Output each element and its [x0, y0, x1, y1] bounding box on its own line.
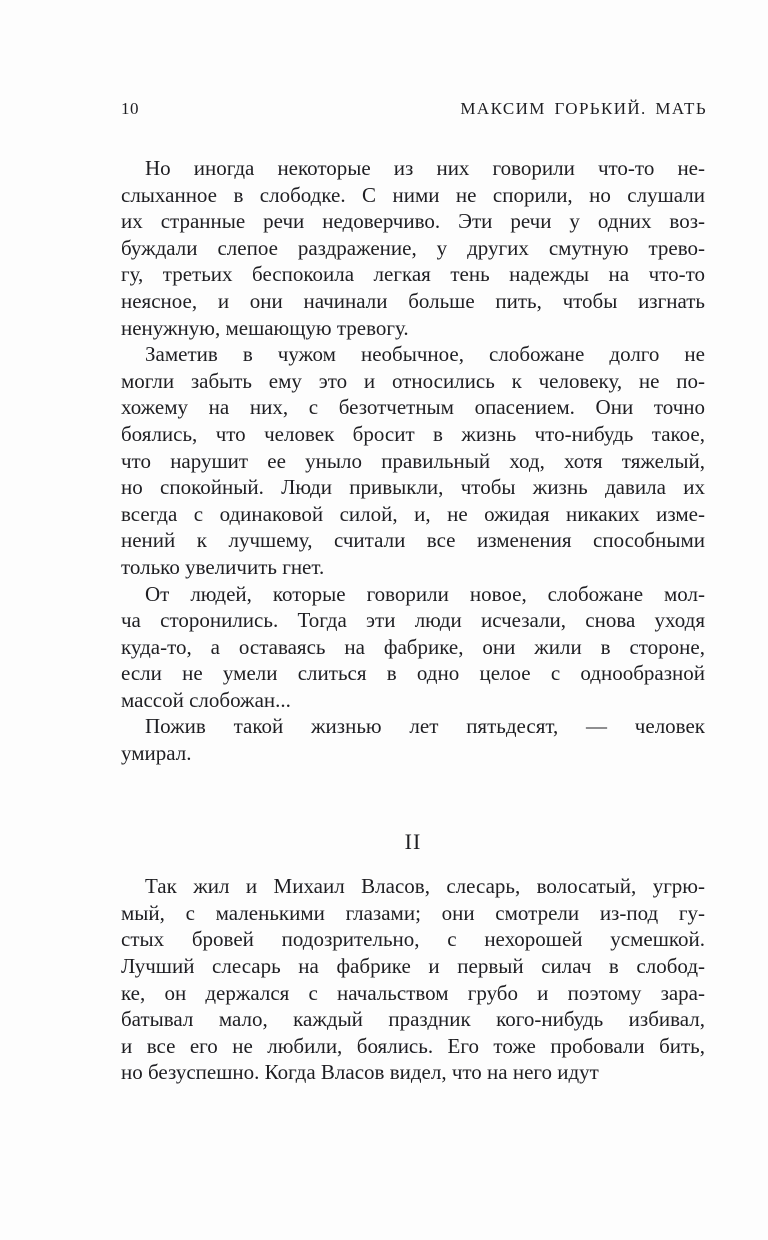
- paragraph: [121, 581, 705, 714]
- paragraph: [121, 713, 705, 766]
- paragraph-line: ке, он держался с начальством грубо и поэтому зара-: [121, 980, 705, 1005]
- paragraph-line: ненужную, мешающую тревогу.: [121, 315, 409, 340]
- paragraph-line: гу, третьих беспокоила легкая тень надежды на что-то: [121, 262, 705, 287]
- body-text: [121, 155, 705, 1086]
- paragraph-line: Лучший слесарь на фабрике и первый силач в слобод-: [121, 954, 705, 979]
- paragraph-line: но безуспешно. Когда Власов видел, что на него идут: [121, 1060, 599, 1085]
- paragraph-line: только увеличить гнет.: [121, 554, 325, 579]
- paragraph-line: мый, с маленькими глазами; они смотрели из-под гу-: [121, 900, 705, 925]
- section-heading: II: [404, 828, 422, 854]
- paragraph-line: умирал.: [121, 741, 192, 766]
- paragraph-line: От людей, которые говорили новое, слобожане мол-: [145, 581, 705, 606]
- paragraph-line: буждали слепое раздражение, у других смутную трево-: [121, 235, 705, 260]
- paragraph-line: если не умели слиться в одно целое с однообразной: [121, 661, 705, 686]
- paragraph-line: но спокойный. Люди привыкли, чтобы жизнь давила их: [121, 475, 705, 500]
- paragraph-line: боялись, что человек бросит в жизнь что-нибудь такое,: [121, 421, 705, 446]
- paragraph-line: нений к лучшему, считали все изменения способными: [121, 528, 705, 553]
- paragraph-line: стых бровей подозрительно, с нехорошей усмешкой.: [121, 927, 705, 952]
- paragraph-line: могли забыть ему это и относились к человеку, не по-: [121, 368, 705, 393]
- paragraph: [121, 341, 705, 580]
- paragraph: [121, 873, 705, 1086]
- running-head: [121, 99, 707, 119]
- paragraph-line: и все его не любили, боялись. Его тоже пробовали бить,: [121, 1033, 705, 1058]
- paragraph-line: Но иногда некоторые из них говорили что-то не-: [145, 156, 705, 180]
- paragraph-line: батывал мало, каждый праздник кого-нибудь избивал,: [121, 1007, 705, 1032]
- paragraph-line: всегда с одинаковой силой, и, не ожидая никаких изме-: [121, 501, 705, 526]
- paragraph-line: хожему на них, с безотчетным опасением. Они точно: [121, 395, 705, 420]
- paragraph-line: Пожив такой жизнью лет пятьдесят, — человек: [145, 714, 705, 739]
- paragraph-line: неясное, и они начинали больше пить, чтобы изгнать: [121, 288, 705, 313]
- paragraph-line: слыханное в слободке. С ними не спорили, но слушали: [121, 182, 705, 207]
- paragraph-line: их странные речи недоверчиво. Эти речи у одних воз-: [121, 209, 705, 234]
- page-number: 10: [121, 99, 139, 118]
- paragraph-line: ча сторонились. Тогда эти люди исчезали, снова уходя: [121, 608, 705, 633]
- paragraph-line: куда-то, а оставаясь на фабрике, они жили в стороне,: [121, 634, 705, 659]
- paragraph-line: Заметив в чужом необычное, слобожане долго не: [145, 342, 705, 367]
- paragraph: [121, 155, 705, 341]
- paragraph-line: что нарушит ее уныло правильный ход, хотя тяжелый,: [121, 448, 705, 473]
- paragraph-line: Так жил и Михаил Власов, слесарь, волосатый, угрю-: [145, 874, 705, 899]
- paragraph-line: массой слобожан...: [121, 687, 291, 712]
- running-title: МАКСИМ ГОРЬКИЙ. МАТЬ: [460, 99, 707, 118]
